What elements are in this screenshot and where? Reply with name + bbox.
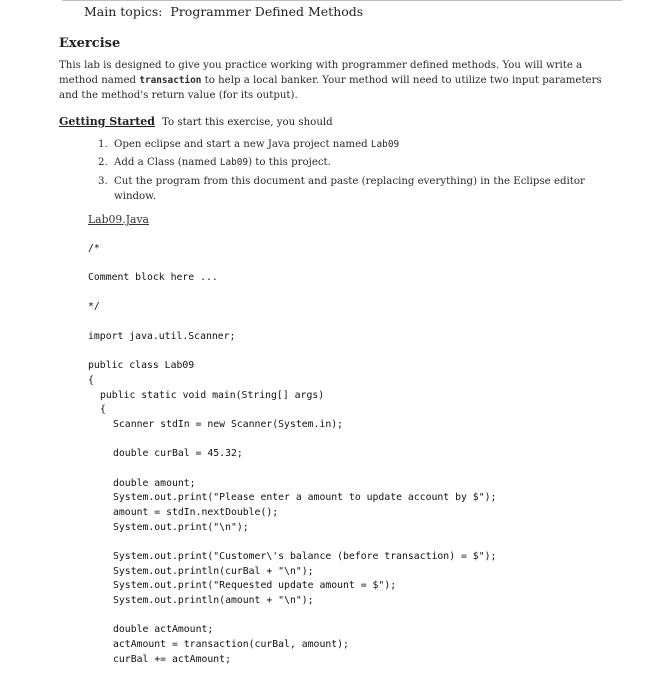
step-3-num: 3. [98, 176, 108, 187]
code-line: { [88, 375, 94, 386]
step-2-num: 2. [98, 157, 108, 168]
code-line: actAmount = transaction(curBal, amount); [113, 639, 349, 650]
getting-started-heading: Getting Started [59, 115, 155, 128]
top-rule [62, 0, 622, 1]
exercise-line-3: and the method's return value (for its output). [59, 90, 298, 101]
code-line: double amount; [113, 478, 196, 489]
code-line: import java.util.Scanner; [88, 331, 236, 342]
code-line: amount = stdIn.nextDouble(); [113, 507, 279, 518]
code-line: System.out.println(curBal + "\n"); [113, 566, 314, 577]
step-3-continued: window. [114, 191, 156, 202]
code-line: /* [88, 243, 100, 254]
exercise-line-2-prefix: method named [59, 75, 140, 86]
main-topics-header [84, 4, 363, 19]
main-topics-label: Main topics: [84, 4, 163, 19]
step-2-code: Lab09 [219, 157, 249, 168]
step-2 [98, 157, 331, 168]
step-2-after: ) to this project. [248, 157, 331, 168]
exercise-line-1: This lab is designed to give you practice working with programmer defined methods. You will write a [59, 60, 583, 71]
code-line: { [100, 404, 106, 415]
step-1-text: Open eclipse and start a new Java project named [114, 139, 371, 150]
code-line: System.out.print("\n"); [113, 522, 249, 533]
step-3-text: Cut the program from this document and paste (replacing everything) in the Eclipse editor [114, 176, 585, 187]
getting-started [59, 115, 333, 128]
code-line: */ [88, 301, 100, 312]
code-line: double actAmount; [113, 624, 214, 635]
exercise-line-2 [59, 73, 602, 89]
code-line: System.out.print("Requested update amount = $"); [113, 580, 397, 591]
code-line: Comment block here ... [88, 272, 218, 283]
main-topics-value: Programmer Defined Methods [170, 4, 364, 19]
step-1-code: Lab09 [370, 139, 400, 150]
step-2-text: Add a Class (named [114, 157, 220, 168]
code-line: curBal += actAmount; [113, 654, 231, 665]
exercise-title: Exercise [59, 36, 121, 51]
code-line: System.out.print("Customer\'s balance (before transaction) = $"); [113, 551, 497, 562]
code-line: System.out.print("Please enter a amount to update account by $"); [113, 492, 497, 503]
code-line: public class Lab09 [88, 360, 195, 371]
exercise-line-2-suffix: to help a local banker. Your method will need to utilize two input parameters [201, 75, 602, 86]
getting-started-intro: To start this exercise, you should [161, 117, 333, 128]
code-line: System.out.println(amount + "\n"); [113, 595, 314, 606]
step-3 [98, 176, 585, 187]
step-1 [98, 139, 399, 150]
step-1-num: 1. [98, 139, 108, 150]
code-line: Scanner stdIn = new Scanner(System.in); [113, 419, 344, 430]
method-name-code: transaction [139, 75, 202, 86]
code-line: public static void main(String[] args) [100, 390, 325, 401]
lab09-java-link[interactable]: Lab09.Java [88, 213, 149, 226]
code-line: double curBal = 45.32; [113, 448, 243, 459]
